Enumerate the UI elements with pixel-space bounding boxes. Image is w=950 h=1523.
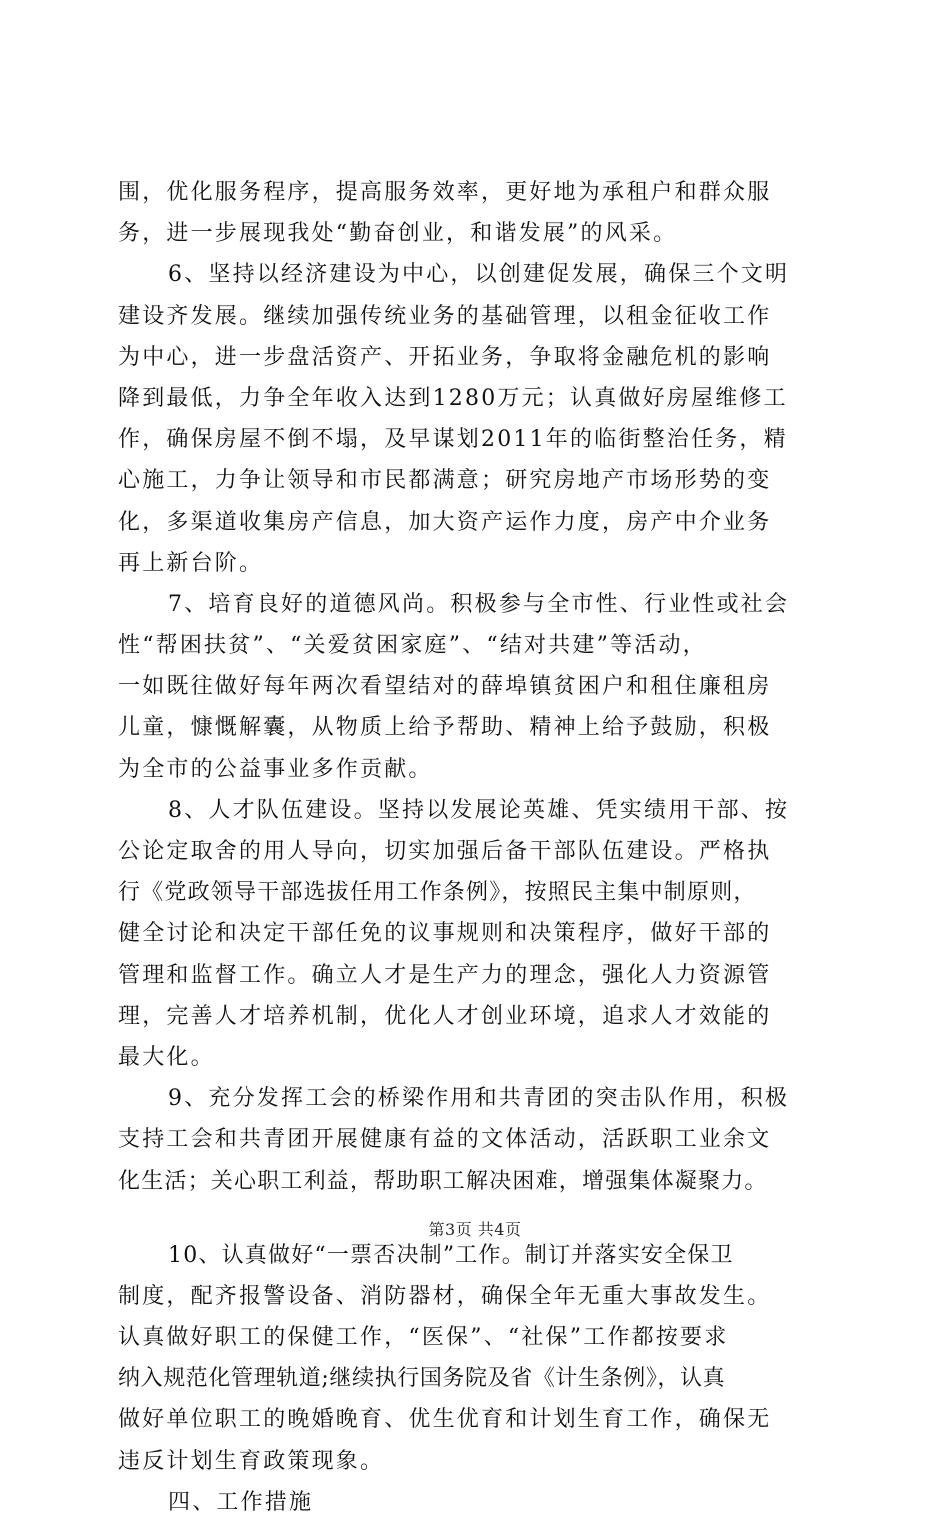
body-line: 化生活；关心职工利益，帮助职工解决困难，增强集体凝聚力。 [118,1168,768,1194]
body-line: 健全讨论和决定干部任免的议事规则和决策程序，做好干部的 [118,921,772,947]
body-line: 理，完善人才培养机制，优化人才创业环境，追求人才效能的 [118,1003,772,1029]
body-line: 违反计划生育政策现象。 [118,1448,385,1474]
body-line: 为全市的公益事业多作贡献。 [118,756,433,782]
body-line: 做好单位职工的晚婚晚育、优生优育和计划生育工作，确保无 [118,1407,772,1433]
body-line: 一如既往做好每年两次看望结对的薛埠镇贫困户和租住廉租房 [118,674,772,700]
body-line: 行《党政领导干部选拔任用工作条例》，按照民主集中制原则， [118,880,757,906]
paragraph-item-6-start: 6、坚持以经济建设为中心，以创建促发展，确保三个文明 [168,262,790,288]
body-line: 公论定取舍的用人导向，切实加强后备干部队伍建设。严格执 [118,839,772,864]
body-line: 纳入规范化管理轨道;继续执行国务院及省《计生条例》，认真 [118,1366,726,1392]
paragraph-item-10-start: 10、认真做好“一票否决制”工作。制订并落实安全保卫 [168,1242,734,1268]
body-line: 再上新台阶。 [118,550,264,576]
page-number-footer: 第3页 共4页 [428,1220,522,1239]
body-line: 围，优化服务程序，提高服务效率，更好地为承租户和群众服 [118,180,772,205]
body-line: 最大化。 [118,1044,215,1070]
body-line: 性“帮困扶贫”、“关爱贫困家庭”、“结对共建”等活动， [118,633,707,659]
document-body [118,172,834,1523]
paragraph-item-9-start: 9、充分发挥工会的桥梁作用和共青团的突击队作用，积极 [168,1086,790,1112]
section-heading-work-measures: 四、工作措施 [168,1489,314,1515]
body-line: 心施工，力争让领导和市民都满意；研究房地产市场形势的变 [118,468,772,494]
body-line: 降到最低，力争全年收入达到1280万元；认真做好房屋维修工 [118,385,788,411]
body-line: 支持工会和共青团开展健康有益的文体活动，活跃职工业余文 [118,1127,772,1153]
body-line: 儿童，慷慨解囊，从物质上给予帮助、精神上给予鼓励，积极 [118,715,772,741]
body-line: 建设齐发展。继续加强传统业务的基础管理，以租金征收工作 [118,303,772,329]
body-line: 化，多渠道收集房产信息，加大资产运作力度，房产中介业务 [118,509,772,535]
body-line: 为中心，进一步盘活资产、开拓业务，争取将金融危机的影响 [118,344,772,370]
body-line: 认真做好职工的保健工作，“医保”、“社保”工作都按要求 [118,1325,729,1351]
body-line: 管理和监督工作。确立人才是生产力的理念，强化人力资源管 [118,962,772,988]
body-line: 制度，配齐报警设备、消防器材，确保全年无重大事故发生。 [118,1283,772,1309]
paragraph-item-8-start: 8、人才队伍建设。坚持以发展论英雄、凭实绩用干部、按 [168,797,790,823]
paragraph-item-7-start: 7、培育良好的道德风尚。积极参与全市性、行业性或社会 [168,591,790,617]
body-line: 务，进一步展现我处“勤奋创业，和谐发展”的风采。 [118,221,678,247]
body-line: 作，确保房屋不倒不塌，及早谋划2011年的临街整治任务，精 [118,427,788,453]
